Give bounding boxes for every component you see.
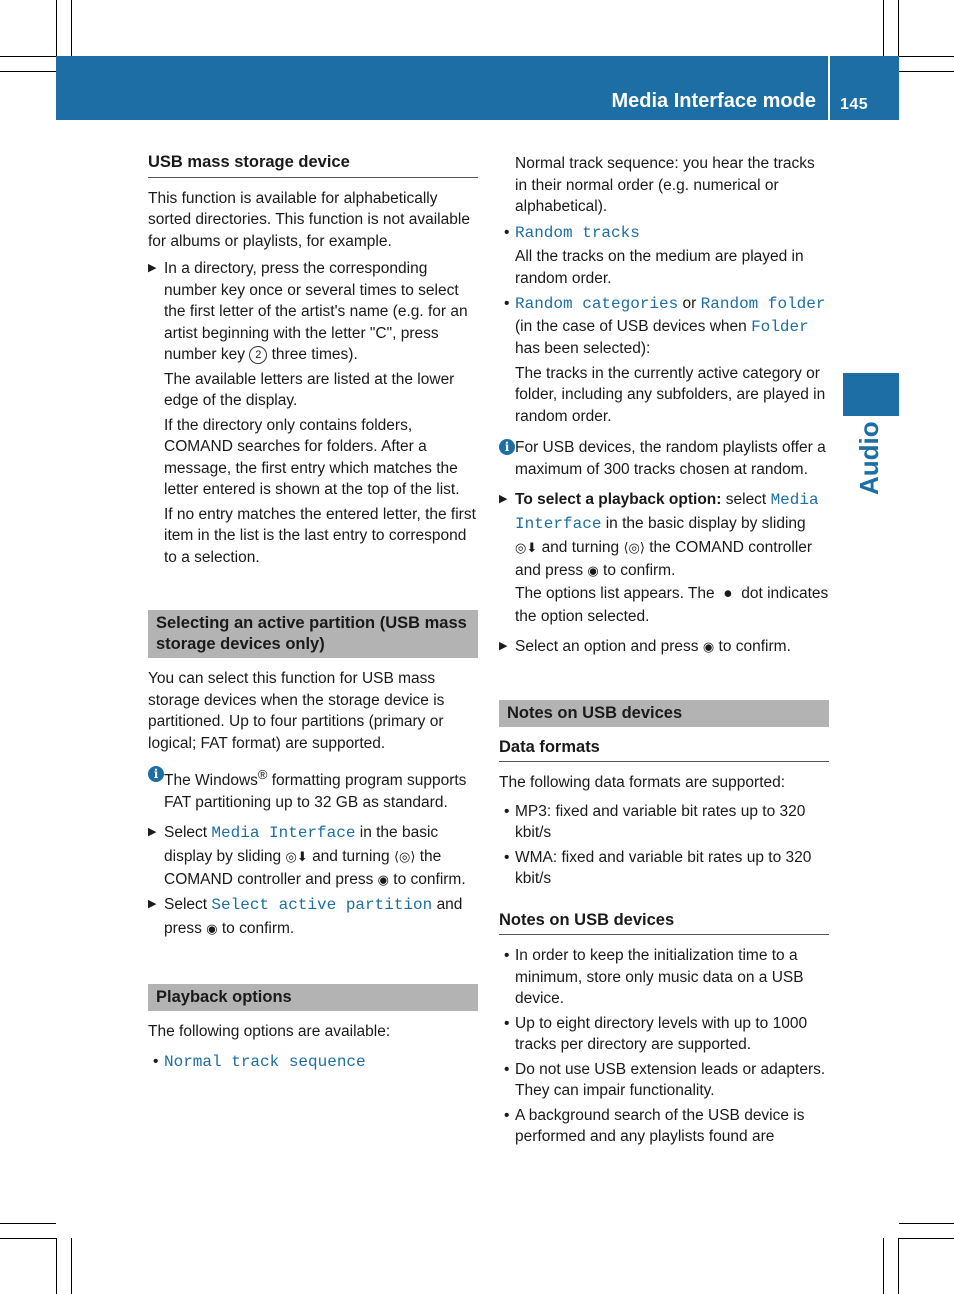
step-select-playback: ▶ To select a playback option: select Media Interface in the basic display by sliding ◎⬇ and turning ⟨◎⟩ the COMAND controller and press ◉ to confirm. [499, 488, 829, 582]
crop-mark [56, 0, 57, 56]
format-item: • WMA: fixed and variable bit rates up to 320 kbit/s [504, 848, 812, 887]
option-normal: • Normal track sequence [153, 1052, 366, 1071]
left-column [148, 152, 478, 1073]
controller-press-icon: ◉ [377, 872, 389, 888]
section-tab [843, 373, 899, 416]
step-arrow-icon: ▶ [148, 262, 157, 274]
controller-press-icon: ◉ [587, 563, 599, 578]
right-column [499, 153, 829, 1148]
para-letters: The available letters are listed at the lower edge of the display. [164, 370, 455, 409]
controller-press-icon: ◉ [702, 639, 715, 654]
usb-heading: USB mass storage device [148, 152, 478, 178]
partition-heading: Selecting an active partition (USB mass storage devices only) [148, 610, 478, 658]
crop-mark [899, 56, 954, 57]
controller-press-icon: ◉ [206, 921, 218, 937]
crop-mark [0, 56, 56, 57]
crop-mark [0, 71, 56, 72]
step-arrow-icon: ▶ [148, 898, 157, 911]
random-cat-desc: The tracks in the currently active category or folder, including any subfolders, are played in random order. [515, 364, 826, 425]
crop-mark [898, 1238, 899, 1294]
step-arrow-icon: ▶ [499, 493, 508, 505]
crop-mark [899, 71, 954, 72]
note-item: • Up to eight directory levels with up to 1000 tracks per directory are supported. [504, 1014, 808, 1053]
page-title: Media Interface mode [611, 90, 816, 112]
crop-mark [0, 1223, 56, 1224]
info-icon: i [148, 766, 164, 782]
note-item: • Do not use USB extension leads or adapters. They can impair functionality. [504, 1060, 826, 1099]
crop-mark [899, 1223, 954, 1224]
selected-dot-icon: ● [718, 585, 737, 602]
crop-mark [883, 1238, 884, 1294]
step-arrow-icon: ▶ [148, 826, 157, 839]
header-divider [828, 56, 830, 120]
step-select-partition: ▶ Select Select active partition and press ◉ to confirm. [148, 893, 478, 940]
info-icon: i [499, 439, 515, 455]
notes-band: Notes on USB devices [499, 700, 829, 727]
options-list: The options list appears. The ● dot indicates the option selected. [515, 585, 829, 625]
number-key-icon: 2 [249, 346, 267, 364]
crop-mark [71, 1238, 72, 1294]
notes-heading: Notes on USB devices [499, 910, 829, 936]
section-tab-label: Audio [854, 421, 884, 495]
controller-turn-icon: ⟨◎⟩ [393, 849, 416, 865]
playback-heading: Playback options [148, 984, 478, 1011]
partition-intro: You can select this function for USB mass storage devices when the storage device is partitioned. Up to four partitions (primary or logical; FAT format) are supported. [148, 670, 445, 752]
random-tracks-desc: All the tracks on the medium are played in random order. [515, 248, 804, 287]
usb-intro: This function is available for alphabetically sorted directories. This function is not available for albums or playlists, for example. [148, 189, 470, 250]
step-confirm: ▶ Select an option and press ◉ to confirm. [499, 636, 829, 658]
option-random-categories: • Random categories or Random folder (in the case of USB devices when Folder has been selected): [504, 295, 826, 357]
page-number: 145 [840, 96, 869, 113]
crop-mark [899, 1238, 954, 1239]
crop-mark [56, 1238, 57, 1294]
note-item: • A background search of the USB device is performed and any playlists found are [504, 1106, 805, 1145]
crop-mark [71, 0, 72, 56]
normal-desc: Normal track sequence: you hear the tracks in their normal order (e.g. numerical or alphabetical). [515, 155, 815, 215]
playback-intro: The following options are available: [148, 1023, 391, 1041]
controller-slide-icon: ◎⬇ [285, 849, 308, 865]
info-windows: i The Windows® formatting program supports FAT partitioning up to 32 GB as standard. [148, 764, 478, 813]
step-arrow-icon: ▶ [499, 640, 508, 652]
crop-mark [898, 0, 899, 56]
para-noentry: If no entry matches the entered letter, the first item in the list is the last entry to correspond to a selection. [164, 505, 476, 566]
step-select-media-interface: ▶ Select Media Interface in the basic display by sliding ◎⬇ and turning ⟨◎⟩ the COMAND controller and press ◉ to confirm. [148, 821, 478, 891]
data-formats-intro: The following data formats are supported: [499, 774, 786, 791]
para-folders: If the directory only contains folders, COMAND searches for folders. After a message, the first entry which matches the letter entered is shown at the top of the list. [164, 416, 460, 498]
option-random-tracks: • Random tracks [504, 223, 640, 242]
note-item: • In order to keep the initialization time to a minimum, store only music data on a USB device. [504, 947, 804, 1007]
controller-slide-icon: ◎⬇ [515, 540, 538, 555]
crop-mark [883, 0, 884, 56]
step-select-letter: ▶ In a directory, press the corresponding number key once or several times to select the first letter of the artist's name (e.g. for an artist beginning with the letter "C", press number key 2 three times). [148, 260, 468, 363]
data-formats-heading: Data formats [499, 737, 829, 763]
crop-mark [0, 1238, 56, 1239]
controller-turn-icon: ⟨◎⟩ [623, 540, 645, 555]
format-item: • MP3: fixed and variable bit rates up to 320 kbit/s [504, 802, 806, 841]
info-random: i For USB devices, the random playlists offer a maximum of 300 tracks chosen at random. [499, 437, 829, 480]
